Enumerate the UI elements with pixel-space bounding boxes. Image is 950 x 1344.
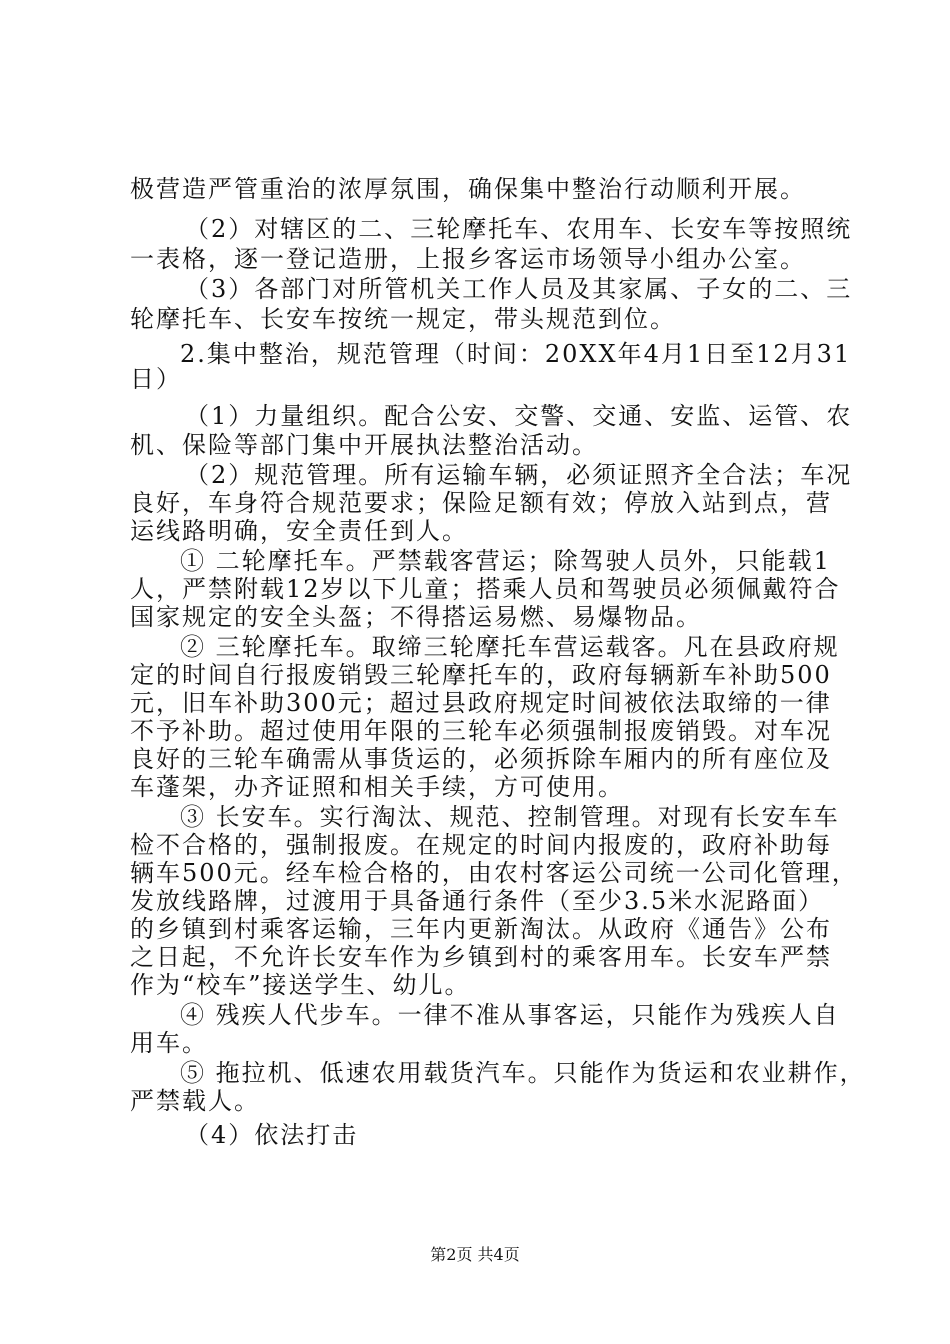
- text-line: 轮摩托车、长安车按统一规定，带头规范到位。: [130, 305, 676, 333]
- text-line: （3）各部门对所管机关工作人员及其家属、子女的二、三: [185, 275, 853, 303]
- list-item: ④ 残疾人代步车。一律不准从事客运，只能作为残疾人自: [180, 1001, 840, 1029]
- text-line: 发放线路牌，过渡用于具备通行条件（至少3.5米水泥路面）: [130, 887, 825, 915]
- text-line: 作为“校车”接送学生、幼儿。: [130, 971, 471, 999]
- page-number-footer: 第2页 共4页: [430, 1245, 520, 1264]
- text-line: 辆车500元。经车检合格的，由农村客运公司统一公司化管理，: [130, 859, 858, 887]
- text-line: 极营造严管重治的浓厚氛围，确保集中整治行动顺利开展。: [130, 175, 806, 203]
- text-line: （1）力量组织。配合公安、交警、交通、安监、运管、农: [185, 402, 853, 430]
- list-item: ③ 长安车。实行淘汰、规范、控制管理。对现有长安车车: [180, 803, 840, 831]
- text-line: 国家规定的安全头盔；不得搭运易燃、易爆物品。: [130, 603, 702, 631]
- text-line: 人，严禁附载12岁以下儿童；搭乘人员和驾驶员必须佩戴符合: [130, 575, 841, 603]
- text-line: 车蓬架，办齐证照和相关手续，方可使用。: [130, 773, 624, 801]
- text-line: 良好，车身符合规范要求；保险足额有效；停放入站到点，营: [130, 489, 832, 517]
- text-line: 元，旧车补助300元；超过县政府规定时间被依法取缔的一律: [130, 689, 832, 717]
- text-line: 定的时间自行报废销毁三轮摩托车的，政府每辆新车补助500: [130, 661, 832, 689]
- text-line: （4）依法打击: [185, 1121, 359, 1149]
- text-line: 的乡镇到村乘客运输，三年内更新淘汰。从政府《通告》公布: [130, 915, 832, 943]
- text-line: 运线路明确，安全责任到人。: [130, 517, 468, 545]
- list-item: ⑤ 拖拉机、低速农用载货汽车。只能作为货运和农业耕作，: [180, 1059, 866, 1087]
- text-line: 严禁载人。: [130, 1087, 260, 1115]
- text-line: 用车。: [130, 1029, 208, 1057]
- text-line: 之日起，不允许长安车作为乡镇到村的乘客用车。长安车严禁: [130, 943, 832, 971]
- text-line: 日）: [130, 365, 182, 393]
- text-line: （2）对辖区的二、三轮摩托车、农用车、长安车等按照统: [185, 215, 853, 243]
- text-line: 一表格，逐一登记造册，上报乡客运市场领导小组办公室。: [130, 245, 806, 273]
- list-item: ② 三轮摩托车。取缔三轮摩托车营运载客。凡在县政府规: [180, 633, 840, 661]
- text-line: （2）规范管理。所有运输车辆，必须证照齐全合法；车况: [185, 461, 853, 489]
- section-heading: 2.集中整治，规范管理（时间：20XX年4月1日至12月31: [180, 340, 852, 368]
- list-item: ① 二轮摩托车。严禁载客营运；除驾驶人员外，只能载1: [180, 547, 831, 575]
- text-line: 良好的三轮车确需从事货运的，必须拆除车厢内的所有座位及: [130, 745, 832, 773]
- text-line: 检不合格的，强制报废。在规定的时间内报废的，政府补助每: [130, 831, 832, 859]
- text-line: 不予补助。超过使用年限的三轮车必须强制报废销毁。对车况: [130, 717, 832, 745]
- text-line: 机、保险等部门集中开展执法整治活动。: [130, 431, 598, 459]
